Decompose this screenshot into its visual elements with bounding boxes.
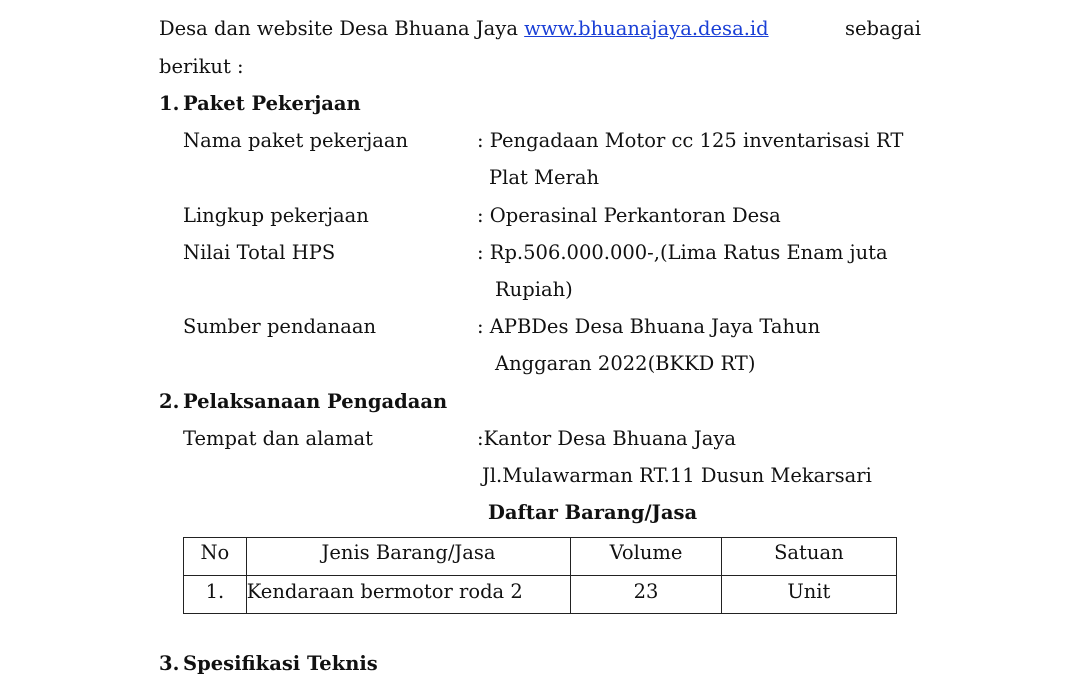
website-link[interactable]: www.bhuanajaya.desa.id	[524, 17, 769, 40]
cell-satuan: Unit	[721, 576, 896, 614]
field-label-nama-paket: Nama paket pekerjaan	[183, 129, 409, 152]
intro-line-1	[159, 17, 769, 41]
table-row	[184, 576, 897, 614]
cell-volume: 23	[571, 576, 721, 614]
section-2-heading	[159, 390, 447, 414]
field-label-nilai-hps: Nilai Total HPS	[183, 241, 336, 264]
table-header-row	[184, 538, 897, 576]
section-1-heading	[159, 92, 361, 116]
field-value-sumber-dana: : APBDes Desa Bhuana Jaya Tahun	[477, 315, 821, 338]
header-no: No	[184, 538, 247, 576]
section-3-title: Spesifikasi Teknis	[183, 652, 378, 675]
cell-jenis: Kendaraan bermotor roda 2	[246, 576, 571, 614]
section-3-heading	[159, 652, 378, 676]
field-value-nama-paket: : Pengadaan Motor cc 125 inventarisasi RT	[477, 129, 904, 152]
items-table	[183, 537, 897, 614]
section-3-number: 3.	[159, 652, 180, 675]
field-value-lingkup: : Operasinal Perkantoran Desa	[477, 204, 781, 227]
header-jenis: Jenis Barang/Jasa	[246, 538, 571, 576]
table-title: Daftar Barang/Jasa	[488, 501, 698, 524]
field-value-tempat: :Kantor Desa Bhuana Jaya	[477, 427, 736, 450]
field-label-tempat: Tempat dan alamat	[183, 427, 373, 450]
intro-text: Desa dan website Desa Bhuana Jaya	[159, 17, 525, 40]
field-value-nama-paket-cont: Plat Merah	[489, 166, 600, 189]
intro-line-2: berikut :	[159, 55, 244, 78]
field-label-lingkup: Lingkup pekerjaan	[183, 204, 369, 227]
section-1-title: Paket Pekerjaan	[183, 92, 361, 115]
header-volume: Volume	[571, 538, 721, 576]
section-1-number: 1.	[159, 92, 180, 115]
field-label-sumber-dana: Sumber pendanaan	[183, 315, 377, 338]
field-value-nilai-hps-cont: Rupiah)	[495, 278, 573, 301]
cell-no: 1.	[184, 576, 247, 614]
section-2-number: 2.	[159, 390, 180, 413]
intro-line-1-end: sebagai	[845, 17, 922, 40]
section-2-title: Pelaksanaan Pengadaan	[183, 390, 448, 413]
field-value-nilai-hps: : Rp.506.000.000-,(Lima Ratus Enam juta	[477, 241, 888, 264]
field-value-sumber-dana-cont: Anggaran 2022(BKKD RT)	[495, 352, 756, 375]
header-satuan: Satuan	[721, 538, 896, 576]
field-value-tempat-cont: Jl.Mulawarman RT.11 Dusun Mekarsari	[482, 464, 872, 487]
